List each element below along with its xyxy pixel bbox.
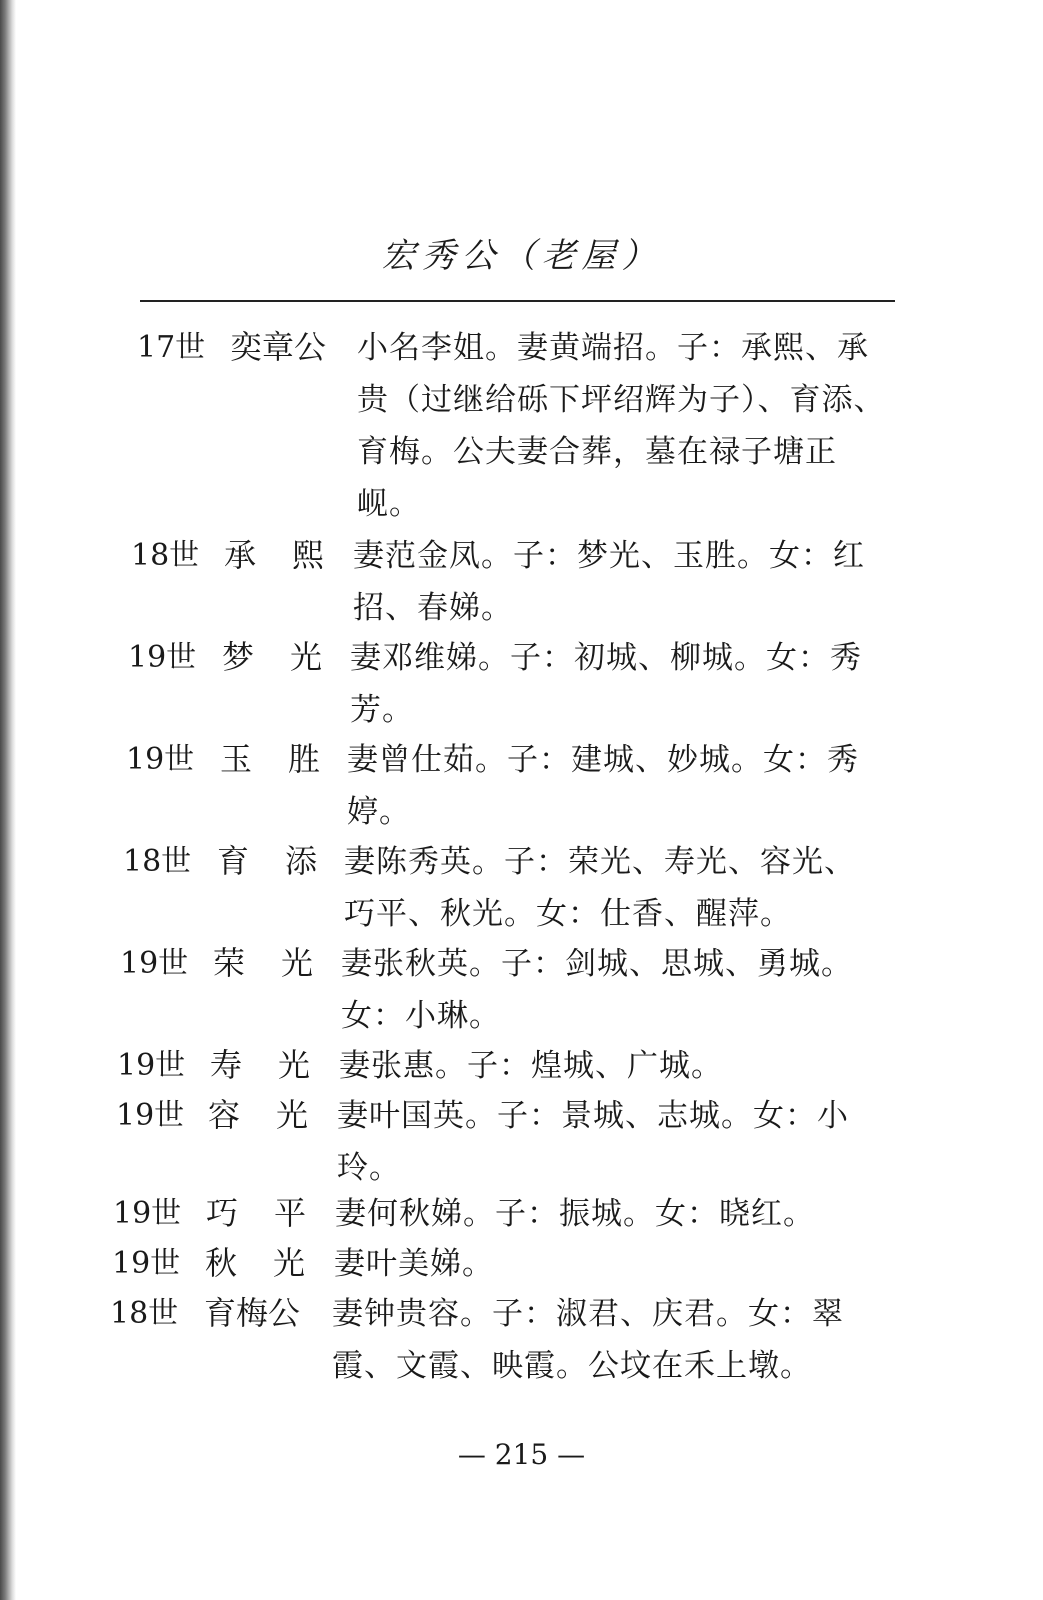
person-name: [205, 1238, 305, 1284]
person-description: 妻钟贵容。子：淑君、庆君。女：翠霞、文霞、映霞。公坟在禾上墩。: [332, 1296, 844, 1384]
person-name-part: 玉: [220, 740, 253, 778]
person-name-part: 容: [208, 1096, 241, 1134]
person-description: 妻范金凤。子：梦光、玉胜。女：红招、春娣。: [353, 538, 865, 626]
person-description: 小名李姐。妻黄端招。子：承熙、承贵（过继给砾下坪绍辉为子）、育添、育梅。公夫妻合葬，墓在禄子塘正岘。: [357, 330, 886, 522]
person-name-part: 育梅公: [204, 1294, 301, 1332]
person-name-part: 添: [284, 842, 317, 880]
person-name-part: 平: [273, 1194, 306, 1232]
generation-label: 19世: [116, 1098, 185, 1133]
person-name-part: 光: [280, 944, 313, 982]
person-description: 妻邓维娣。子：初城、柳城。女：秀芳。: [350, 640, 862, 728]
person-name-part: 光: [272, 1244, 305, 1282]
person-name: [208, 1090, 308, 1136]
person-name: [230, 322, 330, 368]
person-name-part: 胜: [287, 740, 320, 778]
page-title: 宏秀公（老屋）: [381, 236, 662, 276]
page-number: — 215 —: [457, 1438, 586, 1471]
person-name-part: 巧: [206, 1194, 239, 1232]
generation-label: 19世: [126, 742, 195, 777]
person-name: [204, 1288, 304, 1334]
genealogy-entries: [0, 322, 1043, 1422]
person-description: 妻陈秀英。子：荣光、寿光、容光、巧平、秋光。女：仕香、醒萍。: [344, 844, 856, 932]
person-description: 妻叶美娣。: [334, 1246, 494, 1282]
person-name: [222, 632, 322, 678]
generation-label: 19世: [128, 640, 197, 675]
person-name-part: 梦: [222, 638, 255, 676]
person-description: 妻张惠。子：煌城、广城。: [339, 1048, 723, 1084]
person-name-part: 光: [275, 1096, 308, 1134]
person-name-part: 育: [217, 842, 250, 880]
person-name-part: 光: [289, 638, 322, 676]
person-name-part: 寿: [210, 1046, 243, 1084]
generation-label: 19世: [117, 1048, 186, 1083]
person-name: [217, 836, 317, 882]
person-name: [220, 734, 320, 780]
person-name-part: 奕章公: [230, 328, 327, 366]
generation-label: 19世: [120, 946, 189, 981]
person-name: [206, 1188, 306, 1234]
generation-label: 18世: [123, 844, 192, 879]
person-description: 妻张秋英。子：剑城、思城、勇城。女：小琳。: [341, 946, 853, 1034]
person-description: 妻叶国英。子：景城、志城。女：小玲。: [337, 1098, 849, 1186]
person-name-part: 光: [277, 1046, 310, 1084]
generation-label: 19世: [113, 1196, 182, 1231]
person-description: 妻曾仕茹。子：建城、妙城。女：秀婷。: [347, 742, 859, 830]
person-description: 妻何秋娣。子：振城。女：晓红。: [335, 1196, 815, 1232]
generation-label: 18世: [131, 538, 200, 573]
person-name-part: 熙: [291, 536, 324, 574]
person-name: [210, 1040, 310, 1086]
person-name-part: 秋: [205, 1244, 238, 1282]
generation-label: 17世: [137, 330, 206, 365]
generation-label: 19世: [112, 1246, 181, 1281]
person-name: [224, 530, 324, 576]
person-name-part: 承: [224, 536, 257, 574]
header-rule: [140, 300, 895, 302]
person-name: [213, 938, 313, 984]
generation-label: 18世: [110, 1296, 179, 1331]
person-name-part: 荣: [213, 944, 246, 982]
